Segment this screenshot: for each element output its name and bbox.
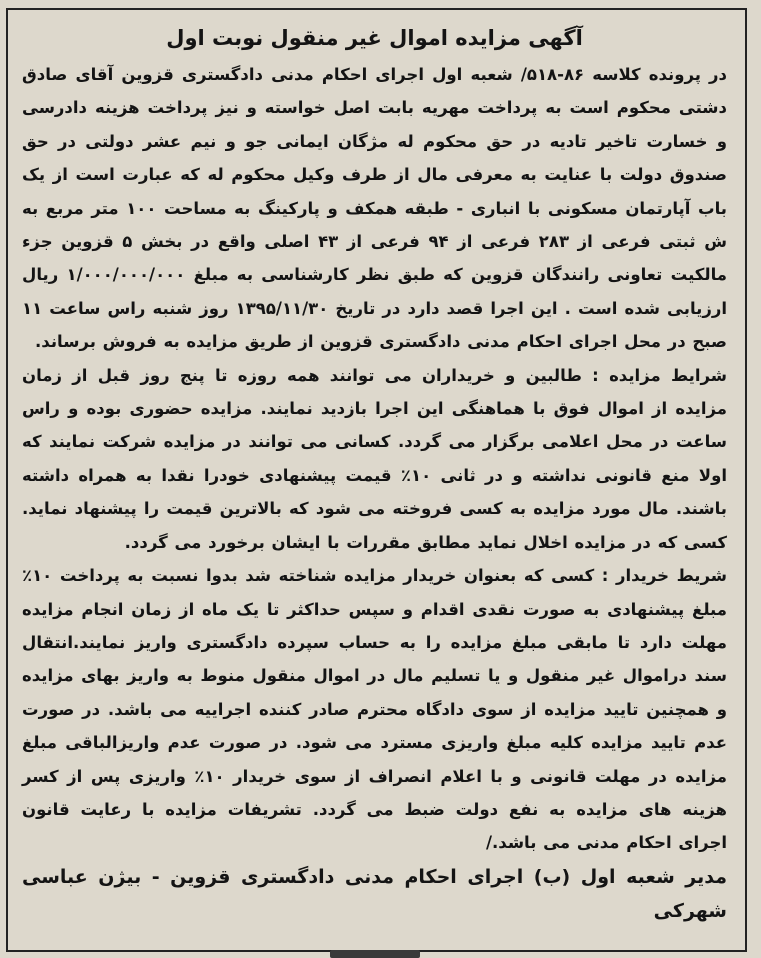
next-clipping-fragment — [330, 950, 420, 958]
notice-title: آگهی مزایده اموال غیر منقول نوبت اول — [166, 26, 583, 50]
notice-content — [22, 24, 727, 934]
case-description-paragraph: در پرونده کلاسه ۸۶-۵۱۸/ شعبه اول اجرای احکام مدنی دادگستری قزوین آقای صادق دشتی محکوم است به پرداخت مهریه بابت اصل خواسته و نیز پرداخت هزینه دادرسی و خسارت تاخیر تادیه در حق محکوم له مژگان ایمانی جو و نیم عشر دولتی در حق صندوق دولت با عنایت به معرفی مال از طرف وکیل محکوم له که عبارت است از یک باب آپارتمان مسکونی با انباری - طبقه همکف و پارکینگ به مساحت ۱۰۰ متر مربع به ش ثبتی فرعی از ۲۸۳ فرعی از ۹۴ فرعی از ۴۳ اصلی واقع در بخش ۵ قزوین جزء مالکیت تعاونی رانندگان قزوین که طبق نظر کارشناسی به مبلغ ۱/۰۰۰/۰۰۰/۰۰۰ ریال ارزیابی شده است . این اجرا قصد دارد در تاریخ ۱۳۹۵/۱۱/۳۰ روز شنبه راس ساعت ۱۱ صبح در محل اجرای احکام مدنی دادگستری قزوین از طریق مزایده به فروش برساند. — [22, 65, 728, 352]
top-edge-marks — [718, 0, 758, 8]
notice-frame — [6, 8, 747, 952]
signature-line: مدیر شعبه اول (ب) اجرای احکام مدنی دادگستری قزوین - بیژن عباسی شهرکی — [22, 865, 727, 922]
auction-conditions-paragraph: شرایط مزایده : طالبین و خریداران می توانند همه روزه تا پنج روز قبل از زمان مزایده از اموال فوق با هماهنگی این اجرا بازدید نمایند. مزایده حضوری بوده و راس ساعت در محل اعلامی برگزار می گردد. کسانی می توانند در مزایده شرکت نمایند که اولا منع قانونی نداشته و در ثانی ۱۰٪ قیمت پیشنهادی خودرا نقدا به همراه داشته باشند. مال مورد مزایده به کسی فروخته می شود که بالاترین قیمت را پیشنهاد نماید. کسی که در مزایده اخلال نماید مطابق مقررات با ایشان برخورد می گردد. — [22, 365, 727, 552]
buyer-conditions-paragraph: شریط خریدار : کسی که بعنوان خریدار مزایده شناخته شد بدوا نسبت به پرداخت ۱۰٪ مبلغ پیشنهادی به صورت نقدی اقدام و سپس حداکثر تا یک ماه از زمان انجام مزایده مهلت دارد تا مابقی مبلغ مزایده را به حساب سپرده دادگستری واریز نمایند.انتقال سند دراموال غیر منقول و یا تسلیم مال در اموال منقول منوط به واریز بهای مزایده و همچنین تایید مزایده از سوی دادگاه محترم صادر کننده اجراییه می باشد. در صورت عدم تایید مزایده کلیه مبلغ واریزی مسترد می شود. در صورت عدم واریزالباقی مبلغ مزایده در مهلت قانونی و با اعلام انصراف از سوی خریدار ۱۰٪ واریزی پس از کسر هزینه های مزایده به نفع دولت ضبط می گردد. تشریفات مزایده با رعایت قانون اجرای احکام مدنی می باشد./ — [22, 566, 727, 853]
